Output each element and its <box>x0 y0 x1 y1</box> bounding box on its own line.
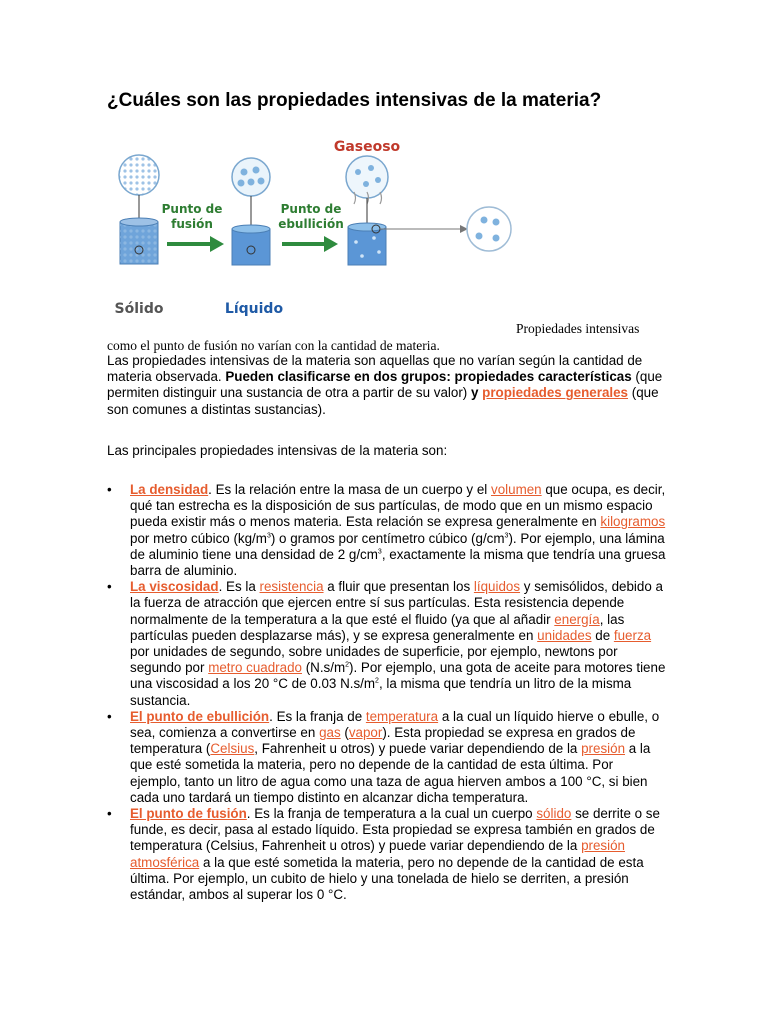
link-vapor[interactable]: vapor <box>348 725 383 741</box>
superscript: 2 <box>345 661 350 669</box>
text: se derrite o se funde, es decir, pasa al estado líquido. Esta propiedad se expresa también en grados de temperatura (Celsius, Fahrenheit u otros) y puede variar dependiendo de la <box>130 806 660 854</box>
link-fuerza[interactable]: fuerza <box>613 627 652 643</box>
properties-list <box>107 482 667 903</box>
label-gas: Gaseoso <box>333 139 401 155</box>
text: ). Esta propiedad se expresa en grados de temperatura ( <box>130 725 636 757</box>
text: de <box>591 627 614 643</box>
bullet: • <box>107 806 112 822</box>
link-presion-atmosferica[interactable]: presión atmosférica <box>130 838 625 870</box>
text: , las partículas pueden desplazarse más), y se expresa generalmente en <box>130 611 625 643</box>
link-temperatura[interactable]: temperatura <box>365 708 439 724</box>
text: Las propiedades intensivas de la materia son aquellas que no varían según la cantidad de materia observada. <box>107 353 643 385</box>
liquid-container <box>232 158 270 265</box>
list-item-viscosidad <box>107 579 667 709</box>
link-liquidos[interactable]: líquidos <box>473 579 521 595</box>
bullet: • <box>107 579 112 595</box>
text: , la misma que tendría un litro de la misma sustancia. <box>130 676 632 708</box>
link-viscosidad[interactable]: La viscosidad <box>130 579 219 595</box>
link-energia[interactable]: energía <box>554 611 600 627</box>
link-punto-fusion[interactable]: El punto de fusión <box>130 806 247 822</box>
arrow2-line2: ebullición <box>278 217 344 231</box>
link-metro-cuadrado[interactable]: metro cuadrado <box>208 660 302 676</box>
text: que ocupa, es decir, qué tan estrecha es la disposición de sus partículas, de modo que en un mismo espacio pueda existir más o menos materia. Esta relación se expresa generalmente en <box>130 482 666 530</box>
bold-text: y <box>470 385 483 401</box>
link-gas[interactable]: gas <box>319 725 341 741</box>
arrow-melting <box>162 202 224 252</box>
bullet: • <box>107 482 112 497</box>
arrow1-line2: fusión <box>171 217 213 231</box>
superscript: 2 <box>375 677 379 685</box>
label-liquid: Líquido <box>224 301 284 317</box>
link-volumen[interactable]: volumen <box>491 482 542 497</box>
text: y semisólidos, debido a la fuerza de atracción que ejercen entre sí sus partículas. Esta resistencia depende normalmente de la temperatura a la que esté el fluido (ya que al añadir <box>130 579 663 627</box>
superscript: 3 <box>377 548 382 556</box>
text: (N.s/m <box>301 660 346 676</box>
arrow2-line1: Punto de <box>280 202 342 216</box>
text: a la que esté sometida la materia, pero no depende de la cantidad de esta última. Por ejemplo, un cubito de hielo y una tonelada de hielo se derriten, a presión estándar, ambos al superar los 0 °C. <box>130 854 644 903</box>
arrow-boiling <box>278 202 344 252</box>
text: . Es la franja de temperatura a la cual un cuerpo <box>246 806 537 822</box>
text: (que son comunes a distintas sustancias). <box>107 385 659 417</box>
list-item-ebullicion <box>107 709 667 806</box>
bullet: • <box>107 708 112 724</box>
superscript: 3 <box>266 532 271 540</box>
text: por unidades de segundo, sobre unidades de superficie, por ejemplo, newtons por segundo por <box>130 644 618 676</box>
list-item-fusion <box>107 806 667 903</box>
solid-container <box>119 155 159 264</box>
label-solid: Sólido <box>114 301 164 317</box>
figure-caption: Propiedades intensivas <box>516 321 640 336</box>
intro-paragraph <box>107 353 667 418</box>
link-kilogramos[interactable]: kilogramos <box>600 514 666 530</box>
text: , Fahrenheit u otros) y puede variar dependiendo de la <box>254 741 582 757</box>
text: ). Por ejemplo, una lámina de aluminio tiene una densidad de 2 g/cm <box>130 530 665 562</box>
link-propiedades-generales[interactable]: propiedades generales <box>482 385 629 401</box>
link-densidad[interactable]: La densidad <box>130 482 209 497</box>
molecule-zoom <box>467 207 511 251</box>
text: , exactamente la misma que tendría una gruesa barra de aluminio. <box>130 546 666 579</box>
link-punto-ebullicion[interactable]: El punto de ebullición <box>130 708 270 724</box>
text: a la cual un líquido hierve o ebulle, o sea, comienza a convertirse en <box>130 708 660 741</box>
states-of-matter-figure <box>104 132 524 327</box>
link-unidades[interactable]: unidades <box>537 627 592 643</box>
text: ). Por ejemplo, una gota de aceite para motores tiene una viscosidad a los 20 °C de 0.03 N.s/m <box>130 660 666 692</box>
text: (que permiten distinguir una sustancia de otra a partir de su valor) <box>107 369 663 401</box>
gas-container <box>346 156 468 265</box>
arrow1-line1: Punto de <box>161 202 223 216</box>
text: por metro cúbico (kg/m <box>130 530 267 546</box>
text: . Es la franja de <box>269 708 366 724</box>
text: ) o gramos por centímetro cúbico (g/cm <box>270 530 505 546</box>
text: a fluir que presentan los <box>323 579 474 595</box>
text: . Es la relación entre la masa de un cuerpo y el <box>208 482 491 497</box>
link-presion[interactable]: presión <box>581 741 626 757</box>
figure-caption-continued: como el punto de fusión no varían con la cantidad de materia. <box>107 338 440 353</box>
text: ( <box>340 725 349 741</box>
link-celsius[interactable]: Celsius <box>210 741 255 757</box>
lead-paragraph: Las principales propiedades intensivas de la materia son: <box>107 443 448 458</box>
text: . Es la <box>218 579 260 595</box>
list-item-densidad <box>107 482 667 579</box>
text: a la que esté sometida la materia, pero no depende de la cantidad de esta última. Por ejemplo, tanto un litro de agua como una taza de agua hierven ambos a 100 °C, si bien cada uno tardará un tiempo distinto en alcanzar dicha temperatura. <box>130 741 651 805</box>
link-resistencia[interactable]: resistencia <box>259 579 324 595</box>
bold-text: Pueden clasificarse en dos grupos: propiedades características <box>225 369 632 385</box>
link-solido[interactable]: sólido <box>536 806 572 822</box>
page-title: ¿Cuáles son las propiedades intensivas de la materia? <box>107 90 602 111</box>
superscript: 3 <box>504 532 509 540</box>
